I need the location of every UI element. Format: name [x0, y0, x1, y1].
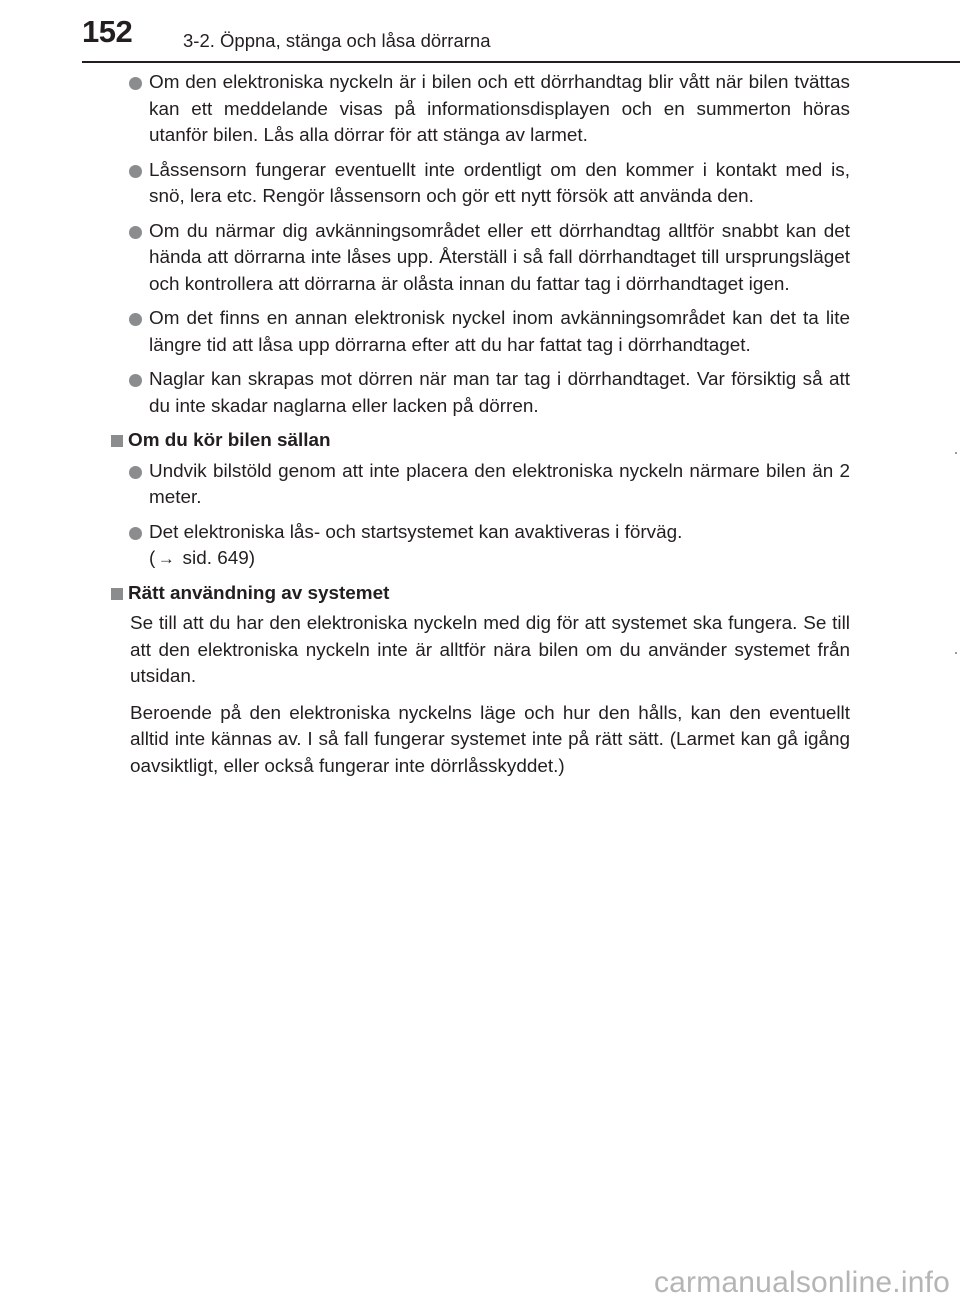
bullet-dot-icon — [129, 165, 142, 178]
bullet-text: Låssensorn fungerar eventuellt inte ordentligt om den kommer i kontakt med is, snö, lera etc. Rengör låssensorn och gör ett nytt försök att använda den. — [149, 159, 850, 207]
bullet-dot-icon — [129, 466, 142, 479]
bullet-item — [108, 158, 850, 211]
section-heading-correct-use — [108, 581, 850, 608]
section-heading-rarely — [108, 428, 850, 455]
section-title: 3-2. Öppna, stänga och låsa dörrarna — [183, 30, 491, 51]
paragraph: Se till att du har den elektroniska nyckeln med dig för att systemet ska fungera. Se till att den elektroniska nyckeln inte är alltför nära bilen om du använder systemet från utsidan. — [130, 613, 850, 687]
bullet-text: Om den elektroniska nyckeln är i bilen och ett dörrhandtag blir vått när bilen tvättas kan ett meddelande visas på informationsdisplayen och en summerton höras utanför bilen. Lås alla dörrar för att stänga av larmet. — [149, 72, 850, 146]
watermark: carmanualsonline.info — [653, 1266, 950, 1299]
bullet-item — [108, 219, 850, 299]
bullet-text: Om du närmar dig avkänningsområdet eller ett dörrhandtag alltför snabbt kan det hända att dörrarna inte låses upp. Återställ i så fall dörrhandtaget till ursprungsläget och kontrollera att dörrarna är olåsta innan du fattar tag i dörrhandtaget igen. — [149, 220, 850, 295]
bullet-dot-icon — [129, 374, 142, 387]
page-header — [0, 0, 960, 64]
page-number: 152 — [82, 14, 133, 49]
bullet-text: Om det finns en annan elektronisk nyckel inom avkänningsområdet kan det ta lite längre tid att låsa upp dörrarna efter att du har fattat tag i dörrhandtaget. — [149, 308, 850, 356]
page-reference[interactable] — [149, 548, 255, 569]
section-heading-text: Om du kör bilen sällan — [128, 430, 331, 451]
arrow-right-icon: → — [157, 549, 175, 568]
bullet-item — [108, 306, 850, 359]
header-divider — [82, 61, 960, 63]
bullet-dot-icon — [129, 77, 142, 90]
bullet-text: Undvik bilstöld genom att inte placera den elektroniska nyckeln närmare bilen än 2 meter. — [149, 460, 850, 508]
reference-open-paren: ( — [149, 548, 156, 569]
reference-text: sid. 649) — [177, 548, 255, 569]
bullet-item — [108, 520, 850, 573]
heading-square-icon — [111, 435, 123, 447]
bullet-item — [108, 367, 850, 420]
page-content — [108, 70, 850, 790]
edge-mark — [955, 452, 957, 454]
bullet-dot-icon — [129, 226, 142, 239]
bullet-item — [108, 70, 850, 150]
bullet-dot-icon — [129, 527, 142, 540]
paragraph: Beroende på den elektroniska nyckelns läge och hur den hålls, kan den eventuellt alltid inte kännas av. I så fall fungerar systemet inte på rätt sätt. (Larmet kan gå igång oavsiktligt, eller också fungerar inte dörrlåsskyddet.) — [130, 702, 850, 777]
section-heading-text: Rätt användning av systemet — [128, 582, 390, 604]
bullet-dot-icon — [129, 313, 142, 326]
bullet-text: Naglar kan skrapas mot dörren när man tar tag i dörrhandtaget. Var försiktig så att du inte skadar naglarna eller lacken på dörren. — [149, 369, 850, 417]
bullet-text: Det elektroniska lås- och startsystemet kan avaktiveras i förväg. — [149, 521, 683, 543]
heading-square-icon — [111, 588, 123, 600]
edge-mark — [955, 652, 957, 654]
bullet-item — [108, 459, 850, 512]
